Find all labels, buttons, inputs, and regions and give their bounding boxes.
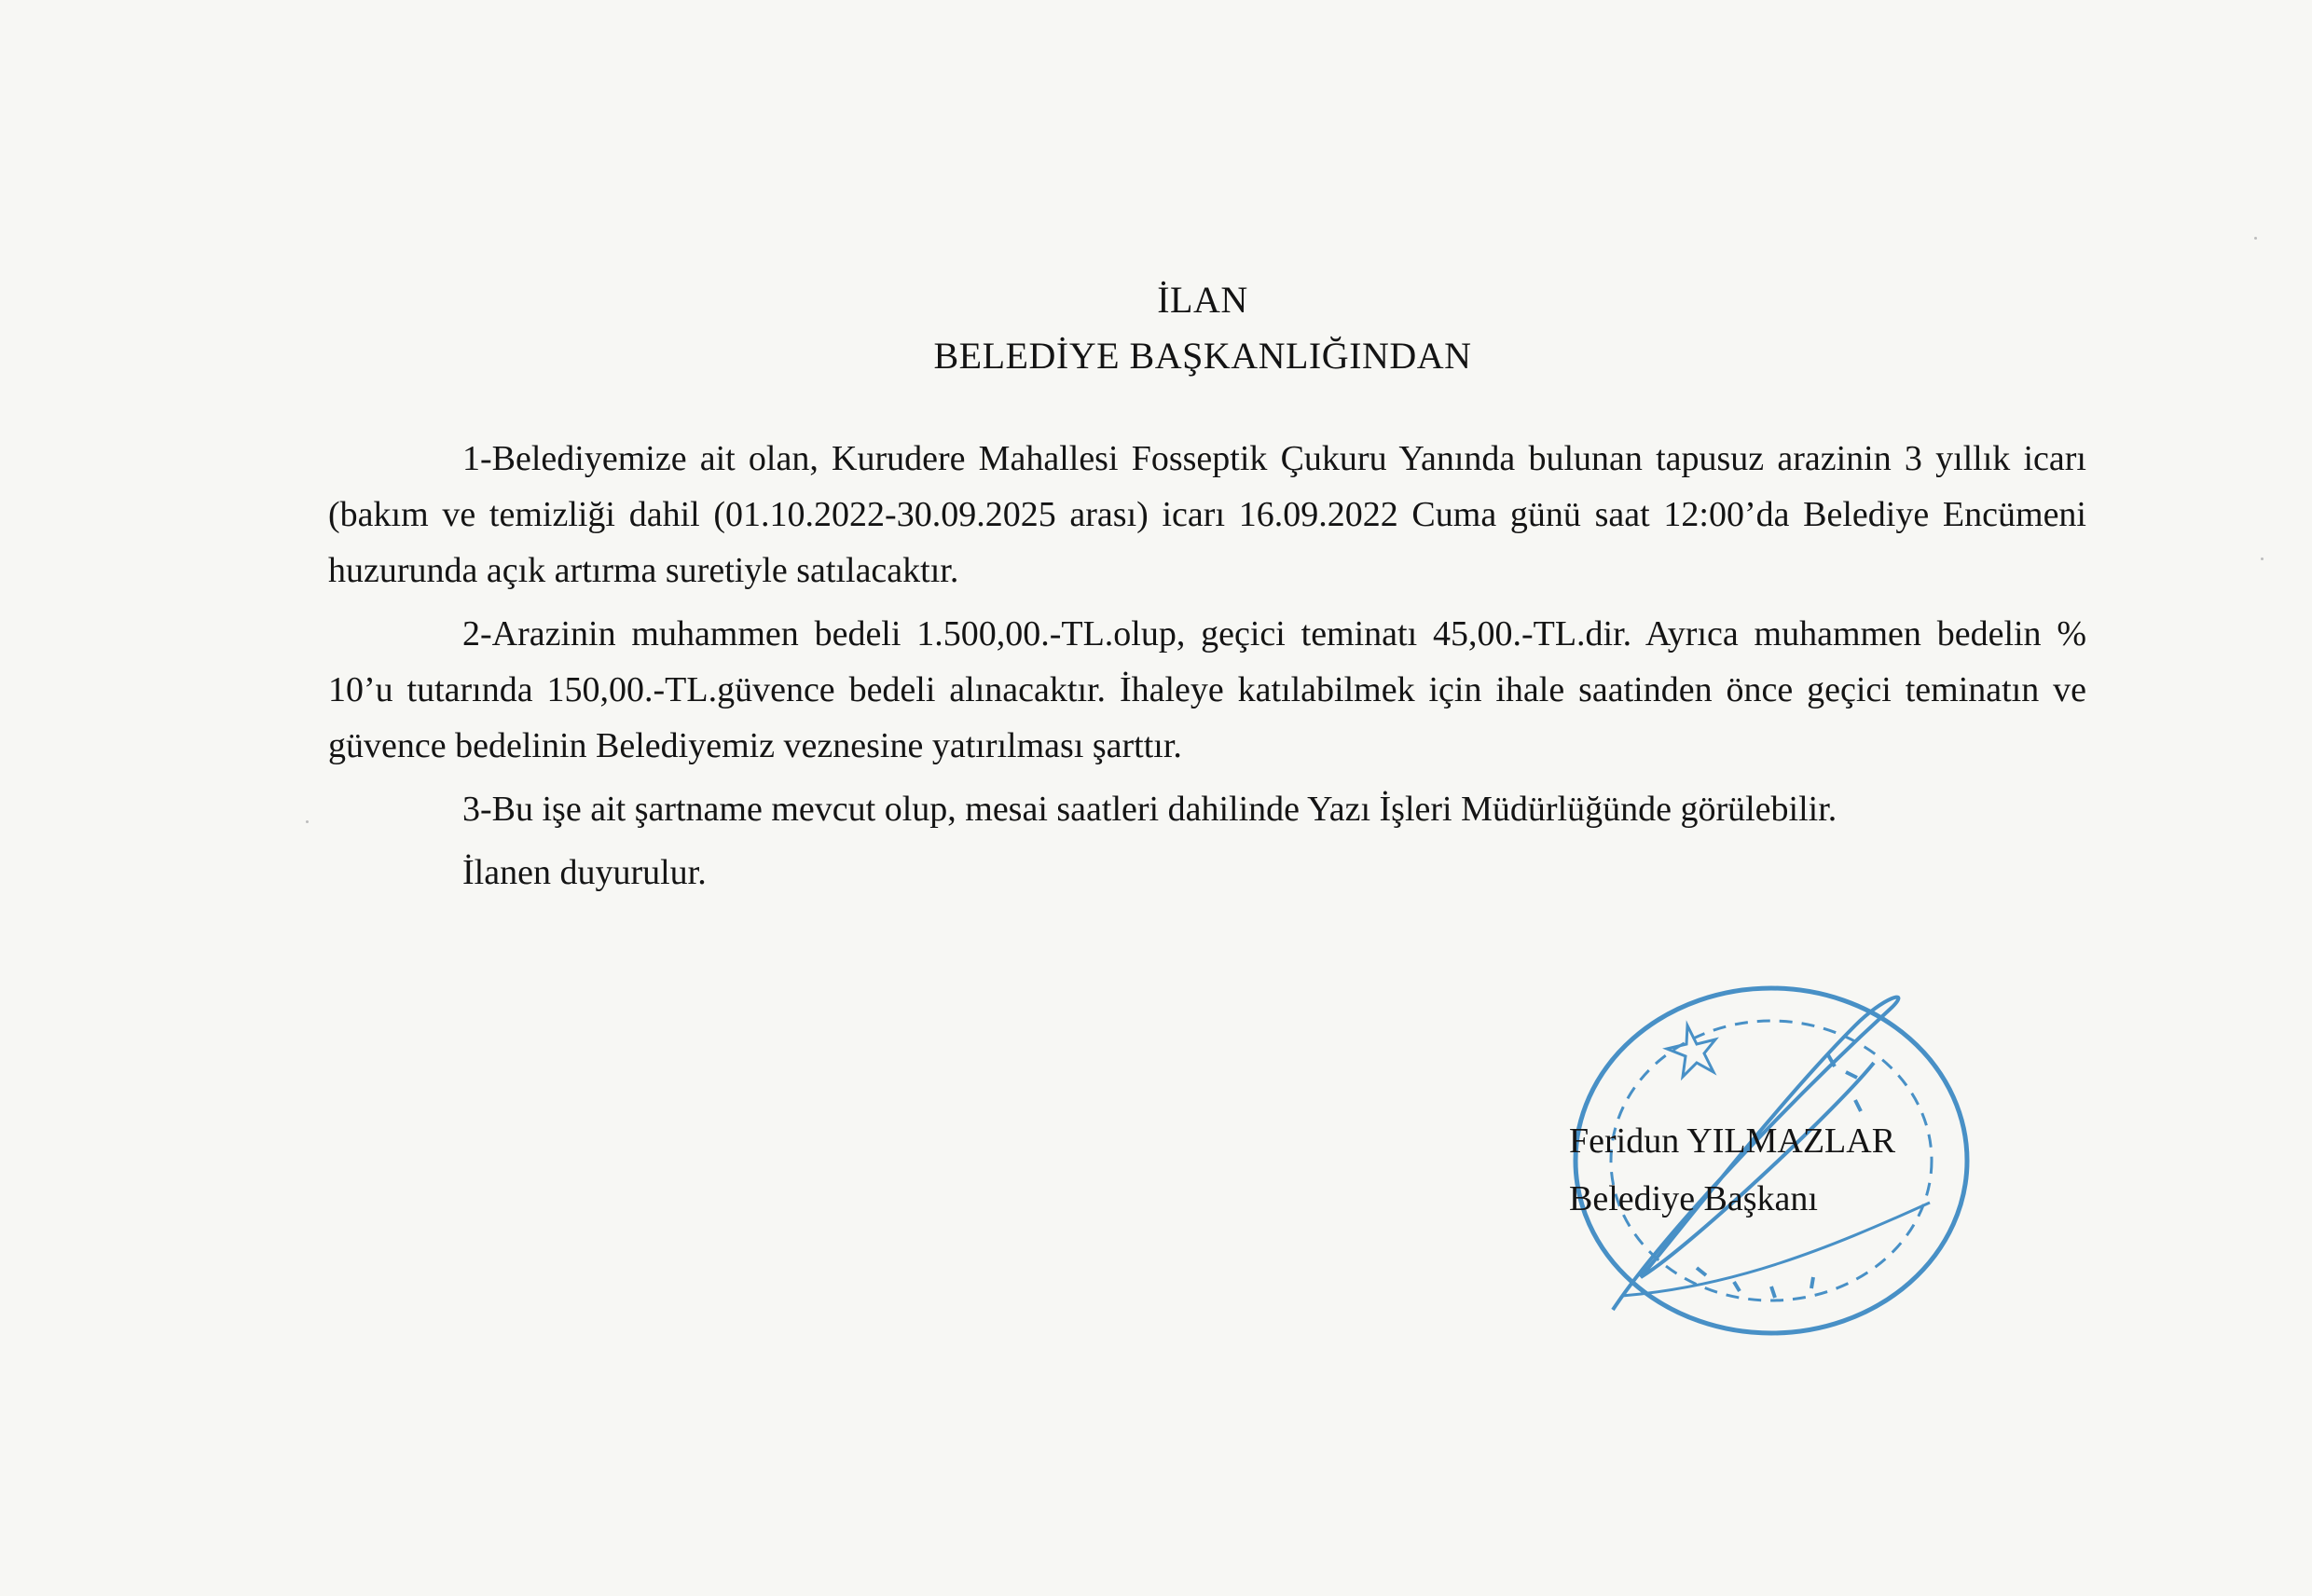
signatory-title: Belediye Başkanı <box>1569 1179 1818 1218</box>
signatory-name: Feridun YILMAZLAR <box>1569 1121 1896 1161</box>
closing-line: İlanen duyurulur. <box>462 853 707 892</box>
scan-speck <box>2254 237 2257 240</box>
issuer-heading: BELEDİYE BAŞKANLIĞINDAN <box>933 335 1472 377</box>
paragraph-3: 3-Bu işe ait şartname mevcut olup, mesai saatleri dahilinde Yazı İşleri Müdürlüğünde görülebilir. <box>462 790 1837 829</box>
paragraph-1: 1-Belediyemize ait olan, Kurudere Mahallesi Fosseptik Çukuru Yanında bulunan tapusuz arazinin 3 yıllık icarı (bakım ve temizliği dahil (01.10.2022-30.09.2025 arası) icarı 16.09.2022 Cuma günü saat 12:00’da Belediye Encümeni huzurunda açık artırma suretiyle satılacaktır. <box>328 439 2086 590</box>
scan-speck <box>306 820 309 823</box>
notice-body <box>328 431 2086 901</box>
paragraph-2: 2-Arazinin muhammen bedeli 1.500,00.-TL.olup, geçici teminatı 45,00.-TL.dir. Ayrıca muhammen bedelin % 10’u tutarında 150,00.-TL.güvence bedeli alınacaktır. İhaleye katılabilmek için ihale saatinden önce geçici teminatın ve güvence bedelinin Belediyemiz veznesine yatırılması şarttır. <box>328 614 2086 765</box>
notice-title: İLAN <box>1157 279 1248 321</box>
scan-speck <box>2261 557 2264 560</box>
